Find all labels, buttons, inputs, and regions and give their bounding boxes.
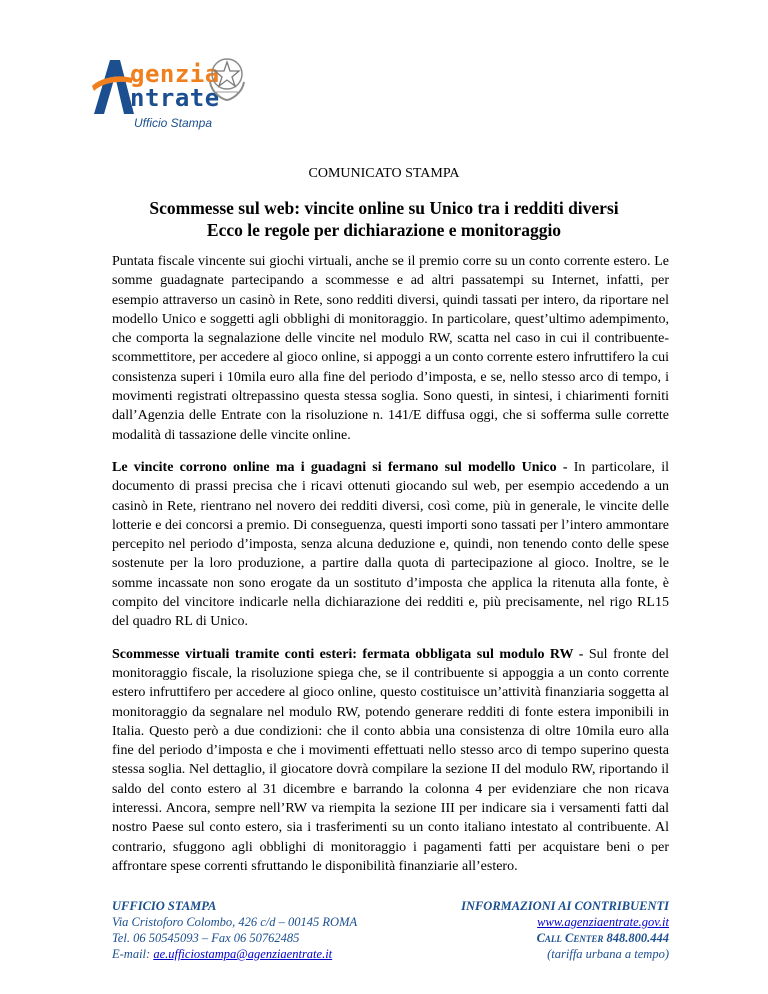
headline-line-1: Scommesse sul web: vincite online su Unico tra i redditi diversi	[149, 198, 619, 218]
footer-email-label: E-mail:	[112, 947, 154, 961]
logo-line-genzia: genzia	[130, 60, 220, 88]
republic-emblem-icon	[204, 52, 250, 102]
footer-call-center	[461, 930, 669, 946]
headline	[0, 197, 768, 241]
agenzia-a-emblem-icon	[90, 56, 134, 116]
paragraph-conti-esteri	[112, 645, 669, 877]
footer-tariff: (tariffa urbana a tempo)	[547, 947, 669, 961]
footer-call-label: Call Center	[536, 931, 604, 945]
paragraph-text: Puntata fiscale vincente sui giochi virtuali, anche se il premio corre su un conto corrente estero. Le somme guadagnate partecipando a scommesse e ad altri passatempi su Internet, infatti, per esempio attraverso un casinò in Rete, sono redditi diversi, quindi tassati per intero, da riportare nel modello Unico e soggetti agli obblighi di monitoraggio. In particolare, quest’ultimo adempimento, che comporta la segnalazione delle vincite nel modulo RW, scatta nel caso in cui il contribuente-scommettitore, per accedere al gioco online, si appoggi a un conto corrente estero infruttifero la cui consistenza superi i 10mila euro alla fine del periodo d’imposta, e se, nello stesso arco di tempo, i movimenti registrati oltrepassino questa stessa soglia. Sono questi, in sintesi, i chiarimenti forniti dall’Agenzia delle Entrate con la risoluzione n. 141/E diffusa oggi, che si sofferma sulle corrette modalità di tassazione delle vincite online.	[112, 254, 669, 443]
headline-line-2: Ecco le regole per dichiarazione e monitoraggio	[206, 220, 562, 240]
footer-email-link[interactable]: ae.ufficiostampa@agenziaentrate.it	[153, 947, 333, 961]
footer-address: Via Cristoforo Colombo, 426 c/d – 00145 ROMA	[112, 915, 358, 929]
footer-phone: Tel. 06 50545093 – Fax 06 50762485	[112, 931, 300, 945]
agenzia-entrate-logo	[90, 52, 255, 137]
paragraph-intro	[112, 252, 669, 445]
footer-website-row	[461, 914, 669, 930]
footer-press-office-title: UFFICIO STAMPA	[112, 899, 217, 913]
paragraph-lead: Scommesse virtuali tramite conti esteri: fermata obbligata sul modulo RW -	[112, 646, 589, 662]
footer-website-link[interactable]: www.agenziaentrate.gov.it	[537, 915, 669, 929]
paragraph-vincite-online	[112, 458, 669, 632]
paragraph-lead: Le vincite corrono online ma i guadagni si fermano sul modello Unico -	[112, 459, 574, 475]
footer-taxpayer-info	[461, 898, 669, 962]
footer-info-title: INFORMAZIONI AI CONTRIBUENTI	[461, 899, 669, 913]
logo-line-ntrate: ntrate	[130, 84, 220, 112]
footer-press-office	[112, 898, 357, 962]
paragraph-text: Sul fronte del monitoraggio fiscale, la risoluzione spiega che, se il contribuente si appoggia a un conto corrente estero infruttifero per accedere al gioco online, questo costituisce un’attività finanziaria soggetta al monitoraggio da segnalare nel modulo RW, potendo generare redditi di fonte estera imponibili in Italia. Questo però a due condizioni: che il conto abbia una consistenza di oltre 10mila euro alla fine del periodo d’imposta e che i movimenti effettuati nello stesso arco di tempo superino questa stessa soglia. Nel dettaglio, il giocatore dovrà compilare la sezione II del modulo RW, riportando il saldo del conto estero al 31 dicembre e barrando la colonna 4 per evidenziare che non ricava interessi. Ancora, sempre nell’RW va riempita la sezione III per indicare sia i versamenti fatti dal nostro Paese sul conto estero, sia i trasferimenti su un conto italiano intestato al contribuente. Al contrario, sfuggono agli obblighi di monitoraggio i pagamenti fatti per acquistare beni o per affrontare spese correnti sfruttando le disponibilità finanziarie all’estero.	[112, 646, 669, 874]
logo-subtitle: Ufficio Stampa	[134, 116, 213, 130]
press-release-label: COMUNICATO STAMPA	[308, 166, 460, 181]
article-body	[112, 252, 669, 889]
footer-email-row	[112, 946, 357, 962]
footer-call-number: 848.800.444	[603, 931, 669, 945]
paragraph-text: In particolare, il documento di prassi precisa che i ricavi ottenuti giocando sul web, per esempio accedendo a un casinò in Rete, rientrano nel novero dei redditi diversi, così come, più in generale, le vincite delle lotterie e dei concorsi a premio. Di conseguenza, questi importi sono tassati per l’intero ammontare percepito nel periodo d’imposta, senza alcuna deduzione e, quindi, non tenendo conto delle spese sostenute per la loro produzione, a partire dalla quota di partecipazione al gioco. Inoltre, se le somme incassate non sono erogate da un sostituto d’imposta che applica la ritenuta alla fonte, è compito del vincitore indicarle nella dichiarazione dei redditi e, più precisamente, nel rigo RL15 del quadro RL di Unico.	[112, 459, 669, 630]
